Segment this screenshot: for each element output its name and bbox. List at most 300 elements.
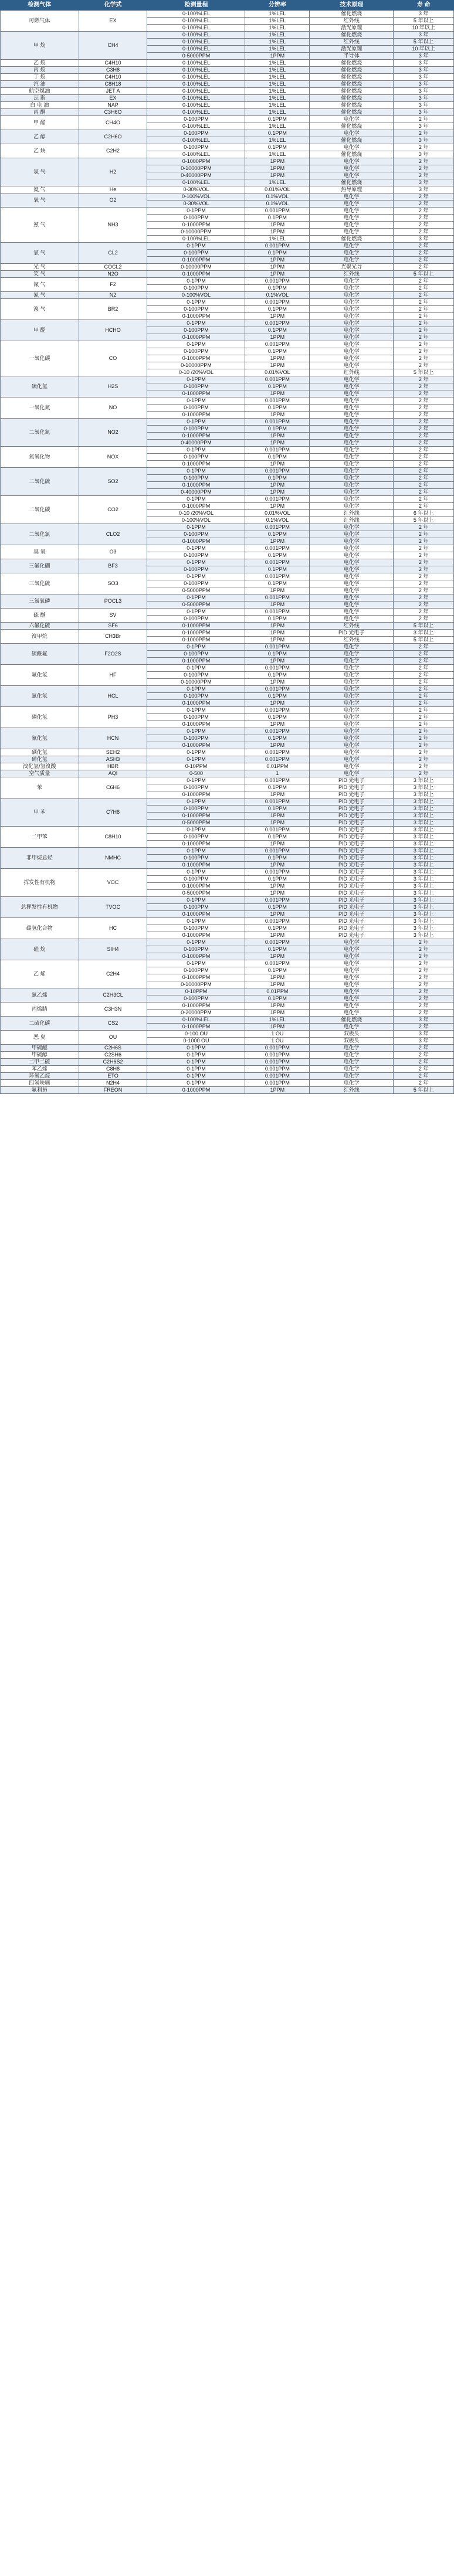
technology-cell: 电化学 <box>310 967 394 974</box>
technology-cell: 电化学 <box>310 208 394 215</box>
gas-formula-cell: SF6 <box>79 623 147 630</box>
range-cell: 0-1PPM <box>147 960 245 967</box>
range-cell: 0-1PPM <box>147 869 245 876</box>
technology-cell: 红外线 <box>310 510 394 517</box>
range-cell: 0-1PPM <box>147 686 245 693</box>
technology-cell: 红外线 <box>310 369 394 376</box>
life-cell: 2 年 <box>394 679 454 686</box>
resolution-cell: 0.001PPM <box>245 419 310 426</box>
table-header <box>1 1 454 11</box>
resolution-cell: 0.001PPM <box>245 749 310 756</box>
gas-formula-cell: CL2 <box>79 243 147 264</box>
range-cell: 0-1PPM <box>147 573 245 580</box>
technology-cell: PID 光电子 <box>310 890 394 897</box>
gas-formula-cell: CLO2 <box>79 524 147 545</box>
technology-cell: 红外线 <box>310 39 394 46</box>
range-cell: 0-100%LEL <box>147 46 245 53</box>
gas-formula-cell: F2 <box>79 278 147 292</box>
technology-cell: 催化燃烧 <box>310 102 394 109</box>
resolution-cell: 0.001PPM <box>245 1059 310 1066</box>
life-cell: 3 年 <box>394 123 454 130</box>
life-cell: 3 年 <box>394 95 454 102</box>
header-row <box>1 1 454 11</box>
range-cell: 0-1PPM <box>147 320 245 327</box>
life-cell: 6 年以上 <box>394 510 454 517</box>
range-cell: 0-5000PPM <box>147 53 245 60</box>
technology-cell: 电化学 <box>310 278 394 285</box>
gas-formula-cell: POCL3 <box>79 594 147 609</box>
resolution-cell: 1PPM <box>245 257 310 264</box>
table-row <box>1 130 454 137</box>
range-cell: 0-100PPM <box>147 348 245 355</box>
technology-cell: 催化燃烧 <box>310 67 394 74</box>
range-cell: 0-5000PPM <box>147 820 245 827</box>
resolution-cell: 1%LEL <box>245 179 310 186</box>
range-cell: 0-1PPM <box>147 1052 245 1059</box>
gas-name-cell: 乙 醇 <box>1 130 79 144</box>
table-row <box>1 376 454 383</box>
range-cell: 0-1PPM <box>147 707 245 714</box>
resolution-cell: 0.1PPM <box>245 855 310 862</box>
technology-cell: 电化学 <box>310 355 394 362</box>
resolution-cell: 0.001PPM <box>245 665 310 672</box>
range-cell: 0-5000PPM <box>147 601 245 609</box>
technology-cell: 电化学 <box>310 580 394 587</box>
gas-formula-cell: O3 <box>79 545 147 559</box>
life-cell: 2 年 <box>394 412 454 419</box>
life-cell: 2 年 <box>394 552 454 559</box>
life-cell: 3 年以上 <box>394 777 454 784</box>
life-cell: 3 年 <box>394 102 454 109</box>
life-cell: 2 年 <box>394 327 454 334</box>
technology-cell: 催化燃烧 <box>310 32 394 39</box>
range-cell: 0-1000PPM <box>147 1024 245 1031</box>
life-cell: 2 年 <box>394 1002 454 1010</box>
gas-name-cell: 甲 醛 <box>1 320 79 341</box>
technology-cell: 电化学 <box>310 482 394 489</box>
range-cell: 0-1000PPM <box>147 637 245 644</box>
resolution-cell: 1PPM <box>245 538 310 545</box>
gas-name-cell: 硒化氢 <box>1 749 79 756</box>
life-cell: 3 年 <box>394 109 454 116</box>
gas-name-cell: 乙 烯 <box>1 960 79 988</box>
technology-cell: 电化学 <box>310 749 394 756</box>
life-cell: 2 年 <box>394 405 454 412</box>
range-cell: 0-1000PPM <box>147 700 245 707</box>
technology-cell: 电化学 <box>310 397 394 405</box>
technology-cell: 电化学 <box>310 594 394 601</box>
technology-cell: 半导体 <box>310 53 394 60</box>
life-cell: 2 年 <box>394 538 454 545</box>
range-cell: 0-1000 OU <box>147 1038 245 1045</box>
resolution-cell: 0.001PPM <box>245 1066 310 1073</box>
range-cell: 0-1PPM <box>147 208 245 215</box>
life-cell: 2 年 <box>394 749 454 756</box>
life-cell: 2 年 <box>394 229 454 236</box>
table-row <box>1 1002 454 1010</box>
gas-formula-cell: SIH4 <box>79 939 147 960</box>
resolution-cell: 0.001PPM <box>245 869 310 876</box>
resolution-cell: 0.1PPM <box>245 616 310 623</box>
table-row <box>1 609 454 616</box>
technology-cell: 电化学 <box>310 616 394 623</box>
table-row <box>1 109 454 116</box>
gas-name-cell: 二硫化碳 <box>1 1017 79 1031</box>
resolution-cell: 0.1PPM <box>245 475 310 482</box>
range-cell: 0-1PPM <box>147 1080 245 1087</box>
range-cell: 0-1PPM <box>147 756 245 763</box>
life-cell: 2 年 <box>394 735 454 742</box>
table-row <box>1 665 454 672</box>
resolution-cell: 0.1PPM <box>245 116 310 123</box>
life-cell: 2 年 <box>394 383 454 390</box>
range-cell: 0-1000PPM <box>147 742 245 749</box>
gas-name-cell: 丙烯腈 <box>1 1002 79 1017</box>
gas-formula-cell: SO3 <box>79 573 147 594</box>
technology-cell: 电化学 <box>310 573 394 580</box>
range-cell: 0-100PPM <box>147 672 245 679</box>
resolution-cell: 1PPM <box>245 158 310 165</box>
range-cell: 0-1PPM <box>147 1045 245 1052</box>
resolution-cell: 1PPM <box>245 637 310 644</box>
gas-name-cell: 一氧化碳 <box>1 341 79 376</box>
technology-cell: 电化学 <box>310 1073 394 1080</box>
life-cell: 3 年 <box>394 236 454 243</box>
resolution-cell: 0.01%VOL <box>245 510 310 517</box>
range-cell: 0-1000PPM <box>147 355 245 362</box>
table-row <box>1 763 454 770</box>
resolution-cell: 1PPM <box>245 911 310 918</box>
table-row <box>1 158 454 165</box>
table-row <box>1 559 454 566</box>
table-row <box>1 756 454 763</box>
resolution-cell: 1PPM <box>245 679 310 686</box>
life-cell: 3 年以上 <box>394 791 454 798</box>
life-cell: 3 年 <box>394 179 454 186</box>
table-row <box>1 630 454 637</box>
resolution-cell: 1%LEL <box>245 39 310 46</box>
range-cell: 0-100%LEL <box>147 109 245 116</box>
life-cell: 2 年 <box>394 362 454 369</box>
life-cell: 5 年以上 <box>394 637 454 644</box>
range-cell: 0-100%VOL <box>147 292 245 299</box>
range-cell: 0-1PPM <box>147 278 245 285</box>
gas-name-cell: 氟 气 <box>1 278 79 292</box>
range-cell: 0-1000PPM <box>147 461 245 468</box>
gas-name-cell: 氢 气 <box>1 158 79 186</box>
gas-formula-cell: CO2 <box>79 496 147 524</box>
technology-cell: 电化学 <box>310 531 394 538</box>
gas-formula-cell: N2H4 <box>79 1080 147 1087</box>
technology-cell: 电化学 <box>310 257 394 264</box>
range-cell: 0-1000PPM <box>147 482 245 489</box>
resolution-cell: 1 OU <box>245 1031 310 1038</box>
technology-cell: 电化学 <box>310 1066 394 1073</box>
table-row <box>1 798 454 806</box>
range-cell: 0-100PPM <box>147 806 245 813</box>
col-header-resolution: 分辨率 <box>245 1 310 11</box>
gas-name-cell: 丁 烷 <box>1 74 79 81</box>
technology-cell: PID 光电子 <box>310 827 394 834</box>
range-cell: 0-1000PPM <box>147 390 245 397</box>
range-cell: 0-100PPM <box>147 946 245 953</box>
life-cell: 2 年 <box>394 503 454 510</box>
life-cell: 2 年 <box>394 974 454 981</box>
range-cell: 0-100PPM <box>147 616 245 623</box>
resolution-cell: 1PPM <box>245 742 310 749</box>
range-cell: 0-100%LEL <box>147 11 245 18</box>
gas-formula-cell: C3H6O <box>79 109 147 116</box>
resolution-cell: 0.001PPM <box>245 609 310 616</box>
life-cell: 2 年 <box>394 594 454 601</box>
life-cell: 2 年 <box>394 341 454 348</box>
resolution-cell: 1PPM <box>245 412 310 419</box>
col-header-life: 寿 命 <box>394 1 454 11</box>
range-cell: 0-100PPM <box>147 995 245 1002</box>
resolution-cell: 0.1PPM <box>245 566 310 573</box>
gas-formula-cell: NOX <box>79 447 147 468</box>
resolution-cell: 1PPM <box>245 433 310 440</box>
life-cell: 3 年以上 <box>394 813 454 820</box>
range-cell: 0-1000PPM <box>147 503 245 510</box>
gas-name-cell: 光 气 <box>1 264 79 271</box>
table-row <box>1 573 454 580</box>
resolution-cell: 1PPM <box>245 820 310 827</box>
gas-formula-cell: F2O2S <box>79 644 147 665</box>
gas-name-cell: 环氧乙烷 <box>1 1073 79 1080</box>
gas-formula-cell: AQI <box>79 770 147 777</box>
life-cell: 5 年以上 <box>394 39 454 46</box>
resolution-cell: 0.01PPM <box>245 988 310 995</box>
gas-formula-cell: HCL <box>79 686 147 707</box>
table-row <box>1 524 454 531</box>
range-cell: 0-1000PPM <box>147 883 245 890</box>
resolution-cell: 0.1PPM <box>245 967 310 974</box>
resolution-cell: 0.1PPM <box>245 946 310 953</box>
range-cell: 0-100PPM <box>147 784 245 791</box>
gas-formula-cell: C2H6O <box>79 130 147 144</box>
table-row <box>1 1080 454 1087</box>
life-cell: 2 年 <box>394 144 454 151</box>
technology-cell: 电化学 <box>310 524 394 531</box>
life-cell: 2 年 <box>394 721 454 728</box>
table-row <box>1 67 454 74</box>
range-cell: 0-10000PPM <box>147 229 245 236</box>
table-row <box>1 264 454 271</box>
technology-cell: 电化学 <box>310 707 394 714</box>
resolution-cell: 0.001PPM <box>245 777 310 784</box>
life-cell: 2 年 <box>394 172 454 179</box>
gas-name-cell: 甲 烷 <box>1 32 79 60</box>
technology-cell: 电化学 <box>310 320 394 327</box>
range-cell: 0-100PPM <box>147 925 245 932</box>
technology-cell: 电化学 <box>310 313 394 320</box>
gas-name-cell: 空气质量 <box>1 770 79 777</box>
range-cell: 0-1PPM <box>147 939 245 946</box>
technology-cell: PID 光电子 <box>310 806 394 813</box>
table-row <box>1 271 454 278</box>
gas-formula-cell: C2H2 <box>79 144 147 158</box>
gas-detection-spec-sheet <box>0 0 454 1094</box>
gas-name-cell: 甲 醛 <box>1 116 79 130</box>
gas-name-cell: 非甲烷总烃 <box>1 848 79 869</box>
resolution-cell: 1%LEL <box>245 74 310 81</box>
range-cell: 0-100%VOL <box>147 517 245 524</box>
range-cell: 0-100PPM <box>147 250 245 257</box>
resolution-cell: 0.001PPM <box>245 524 310 531</box>
resolution-cell: 0.1PPM <box>245 285 310 292</box>
technology-cell: 电化学 <box>310 193 394 200</box>
resolution-cell: 1PPM <box>245 791 310 798</box>
life-cell: 2 年 <box>394 397 454 405</box>
range-cell: 0-5000PPM <box>147 890 245 897</box>
gas-formula-cell: CH4 <box>79 32 147 60</box>
resolution-cell: 0.1PPM <box>245 672 310 679</box>
technology-cell: 电化学 <box>310 1010 394 1017</box>
range-cell: 0-100PPM <box>147 130 245 137</box>
gas-formula-cell: PH3 <box>79 707 147 728</box>
life-cell: 2 年 <box>394 433 454 440</box>
technology-cell: 电化学 <box>310 742 394 749</box>
resolution-cell: 1PPM <box>245 587 310 594</box>
range-cell: 0-30%VOL <box>147 200 245 208</box>
life-cell: 2 年 <box>394 278 454 285</box>
gas-formula-cell: C2H3CL <box>79 988 147 1002</box>
life-cell: 2 年 <box>394 1010 454 1017</box>
resolution-cell: 0.1PPM <box>245 454 310 461</box>
technology-cell: PID 光电子 <box>310 883 394 890</box>
range-cell: 0-100PPM <box>147 285 245 292</box>
gas-name-cell: 航空煤油 <box>1 88 79 95</box>
gas-formula-cell: C6H6 <box>79 777 147 798</box>
gas-name-cell: 氨 气 <box>1 208 79 243</box>
table-row <box>1 397 454 405</box>
resolution-cell: 1PPM <box>245 700 310 707</box>
technology-cell: PID 光电子 <box>310 841 394 848</box>
technology-cell: 电化学 <box>310 559 394 566</box>
resolution-cell: 0.001PPM <box>245 756 310 763</box>
table-row <box>1 1017 454 1024</box>
life-cell: 2 年 <box>394 306 454 313</box>
resolution-cell: 0.1PPM <box>245 405 310 412</box>
gas-name-cell: 可燃气体 <box>1 11 79 32</box>
table-row <box>1 243 454 250</box>
life-cell: 2 年 <box>394 158 454 165</box>
life-cell: 2 年 <box>394 334 454 341</box>
life-cell: 2 年 <box>394 707 454 714</box>
technology-cell: 电化学 <box>310 376 394 383</box>
life-cell: 2 年 <box>394 292 454 299</box>
life-cell: 3 年以上 <box>394 890 454 897</box>
life-cell: 2 年 <box>394 1052 454 1059</box>
resolution-cell: 0.1PPM <box>245 552 310 559</box>
technology-cell: 电化学 <box>310 587 394 594</box>
gas-formula-cell: JET A <box>79 88 147 95</box>
range-cell: 0-1PPM <box>147 299 245 306</box>
technology-cell: 电化学 <box>310 686 394 693</box>
gas-name-cell: 二氧化碳 <box>1 496 79 524</box>
table-row <box>1 299 454 306</box>
gas-formula-cell: C3H8 <box>79 67 147 74</box>
resolution-cell: 0.1PPM <box>245 735 310 742</box>
technology-cell: 电化学 <box>310 679 394 686</box>
technology-cell: 催化燃烧 <box>310 74 394 81</box>
resolution-cell: 0.001PPM <box>245 397 310 405</box>
range-cell: 0-100%VOL <box>147 193 245 200</box>
technology-cell: 电化学 <box>310 609 394 616</box>
resolution-cell: 0.1PPM <box>245 995 310 1002</box>
life-cell: 2 年 <box>394 580 454 587</box>
technology-cell: 电化学 <box>310 1059 394 1066</box>
technology-cell: 电化学 <box>310 215 394 222</box>
technology-cell: 电化学 <box>310 693 394 700</box>
life-cell: 2 年 <box>394 1024 454 1031</box>
range-cell: 0-100 OU <box>147 1031 245 1038</box>
table-row <box>1 623 454 630</box>
gas-name-cell: 硫 醚 <box>1 609 79 623</box>
life-cell: 3 年以上 <box>394 876 454 883</box>
technology-cell: 电化学 <box>310 601 394 609</box>
resolution-cell: 0.1PPM <box>245 306 310 313</box>
range-cell: 0-100PPM <box>147 144 245 151</box>
life-cell: 2 年 <box>394 967 454 974</box>
life-cell: 2 年 <box>394 1045 454 1052</box>
resolution-cell: 0.001PPM <box>245 960 310 967</box>
technology-cell: 电化学 <box>310 292 394 299</box>
range-cell: 0-100%LEL <box>147 60 245 67</box>
technology-cell: 电化学 <box>310 222 394 229</box>
gas-name-cell: 二氧化硫 <box>1 468 79 496</box>
resolution-cell: 0.1PPM <box>245 250 310 257</box>
life-cell: 3 年以上 <box>394 904 454 911</box>
life-cell: 2 年 <box>394 981 454 988</box>
resolution-cell: 0.1PPM <box>245 327 310 334</box>
range-cell: 0-100%LEL <box>147 179 245 186</box>
range-cell: 0-1PPM <box>147 897 245 904</box>
resolution-cell: 0.001PPM <box>245 208 310 215</box>
technology-cell: 红外线 <box>310 271 394 278</box>
technology-cell: 电化学 <box>310 763 394 770</box>
technology-cell: 电化学 <box>310 327 394 334</box>
range-cell: 0-1000PPM <box>147 658 245 665</box>
life-cell: 2 年 <box>394 672 454 679</box>
range-cell: 0-40000PPM <box>147 489 245 496</box>
gas-name-cell: 四氢呋喃 <box>1 1080 79 1087</box>
gas-name-cell: 氯化氢 <box>1 686 79 707</box>
range-cell: 0-1000PPM <box>147 953 245 960</box>
range-cell: 0-100%LEL <box>147 67 245 74</box>
range-cell: 0-100%LEL <box>147 88 245 95</box>
range-cell: 0-1000PPM <box>147 623 245 630</box>
table-row <box>1 777 454 784</box>
life-cell: 2 年 <box>394 264 454 271</box>
resolution-cell: 1PPM <box>245 1010 310 1017</box>
technology-cell: 电化学 <box>310 714 394 721</box>
table-row <box>1 496 454 503</box>
range-cell: 0-1PPM <box>147 447 245 454</box>
resolution-cell: 1PPM <box>245 1024 310 1031</box>
technology-cell: PID 光电子 <box>310 777 394 784</box>
technology-cell: 电化学 <box>310 489 394 496</box>
life-cell: 2 年 <box>394 953 454 960</box>
life-cell: 2 年 <box>394 475 454 482</box>
technology-cell: PID 光电子 <box>310 904 394 911</box>
resolution-cell: 1PPM <box>245 222 310 229</box>
gas-name-cell: 氮氧化物 <box>1 447 79 468</box>
gas-formula-cell: SEH2 <box>79 749 147 756</box>
gas-formula-cell: O2 <box>79 193 147 208</box>
table-row <box>1 1066 454 1073</box>
